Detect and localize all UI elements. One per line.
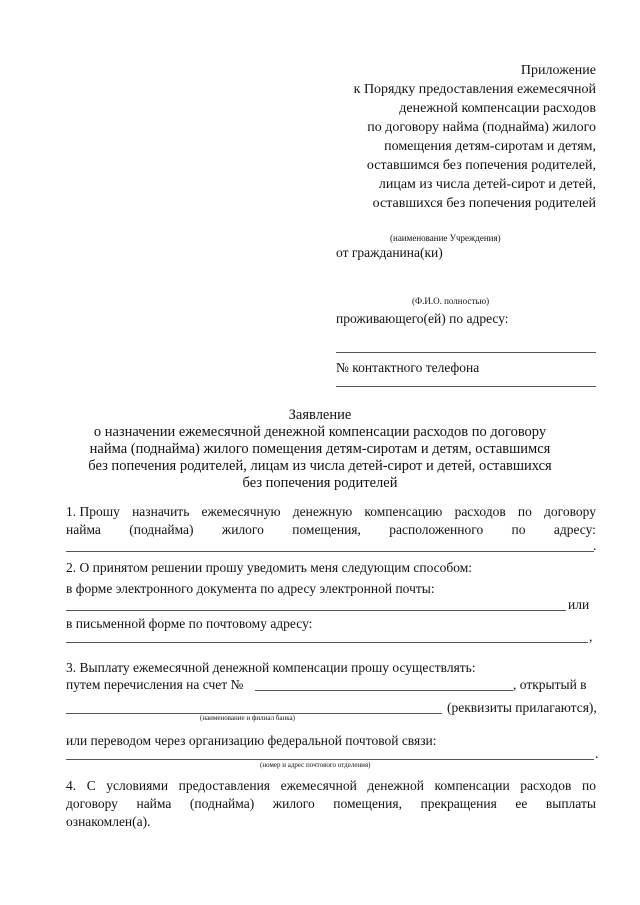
postal-transfer-label: или переводом через организацию федеральной почтовой связи: [66, 733, 437, 748]
section1-line2 [66, 522, 596, 538]
word: жилого [272, 796, 315, 811]
account-prefix: путем перечисления на счет № [66, 677, 244, 692]
appendix-line: лицам из числа детей-сирот и детей, [378, 177, 596, 192]
section2-intro: 2. О принятом решении прошу уведомить меня следующим способом: [66, 560, 473, 575]
address-field-line[interactable] [336, 352, 596, 353]
word: помещения, [292, 522, 361, 537]
word: выплаты [545, 796, 596, 811]
requisites-text: (реквизиты прилагаются), [447, 700, 597, 715]
residing-address-label: проживающего(ей) по адресу: [336, 311, 509, 326]
word: 4. [66, 778, 77, 793]
word: условиями [106, 778, 169, 793]
title-line: о назначении ежемесячной денежной компенсации расходов по договору [93, 424, 547, 440]
title-line: найма (поднайма) жилого помещения детям-сиротам и детям, оставшимся [89, 441, 551, 457]
phone-field-line[interactable] [336, 386, 596, 387]
word: назначить [132, 504, 190, 519]
account-number-field-line[interactable] [255, 690, 513, 691]
word: (поднайма) [129, 522, 194, 537]
word: адресу: [553, 522, 596, 537]
phone-label: № контактного телефона [336, 360, 480, 375]
word: 1. Прошу [66, 504, 120, 519]
fio-caption: (Ф.И.О. полностью) [412, 296, 490, 306]
word: по [582, 778, 596, 793]
appendix-line: помещения детям-сиротам и детям, [384, 139, 596, 154]
title-heading: Заявление [288, 407, 352, 423]
word: помещения, [333, 796, 402, 811]
post-office-caption: (номер и адрес почтового отделения) [260, 761, 371, 769]
appendix-line: оставшихся без попечения родителей [372, 196, 596, 211]
section1-address-line[interactable] [66, 551, 594, 552]
appendix-line: Приложение [520, 63, 596, 78]
section3-intro: 3. Выплату ежемесячной денежной компенсации прошу осуществлять: [66, 660, 476, 675]
appendix-line: оставшимся без попечения родителей, [366, 158, 596, 173]
section2-email-label: в форме электронного документа по адресу электронной почты: [66, 581, 435, 596]
word: по [517, 504, 532, 519]
word: найма [66, 522, 101, 537]
postal-address-field-line[interactable] [66, 642, 588, 643]
appendix-line: к Порядку предоставления ежемесячной [353, 82, 596, 97]
from-citizen-label: от гражданина(ки) [336, 245, 443, 260]
section1-line1 [66, 504, 596, 520]
word: денежную [292, 504, 353, 519]
word: договору [544, 504, 596, 519]
bank-caption: (наименование и филиал банка) [200, 714, 295, 722]
section3-end-period: . [595, 746, 599, 761]
section1-end-period: . [593, 538, 597, 553]
word: найма [136, 796, 172, 811]
section4-line3: ознакомлен(а). [66, 814, 151, 829]
word: денежной [367, 778, 424, 793]
word: расходов [520, 778, 572, 793]
word: (поднайма) [189, 796, 255, 811]
appendix-line: по договору найма (поднайма) жилого [367, 120, 596, 135]
section2-end-comma: , [589, 629, 593, 644]
word: прекращения [420, 796, 497, 811]
word: компенсации [434, 778, 510, 793]
section4-line1 [66, 778, 596, 794]
title-line: без попечения родителей, лицам из числа детей-сирот и детей, оставшихся [88, 458, 552, 474]
word: расходов [454, 504, 506, 519]
word: жилого [221, 522, 264, 537]
section4-line2 [66, 796, 596, 812]
email-field-line[interactable] [66, 610, 566, 611]
post-office-field-line[interactable] [66, 759, 594, 760]
word: ежемесячную [201, 504, 281, 519]
appendix-line: денежной компенсации расходов [399, 101, 596, 116]
account-suffix: , открытый в [513, 677, 587, 692]
word: С [86, 778, 96, 793]
or-text: или [568, 597, 590, 612]
word: договору [66, 796, 118, 811]
section2-post-label: в письменной форме по почтовому адресу: [66, 616, 313, 631]
word: компенсацию [364, 504, 443, 519]
institution-caption: (наименование Учреждения) [390, 233, 501, 243]
title-line: без попечения родителей [242, 475, 398, 491]
word: предоставления [178, 778, 271, 793]
word: ее [515, 796, 528, 811]
word: по [511, 522, 526, 537]
word: расположенного [389, 522, 484, 537]
word: ежемесячной [280, 778, 357, 793]
